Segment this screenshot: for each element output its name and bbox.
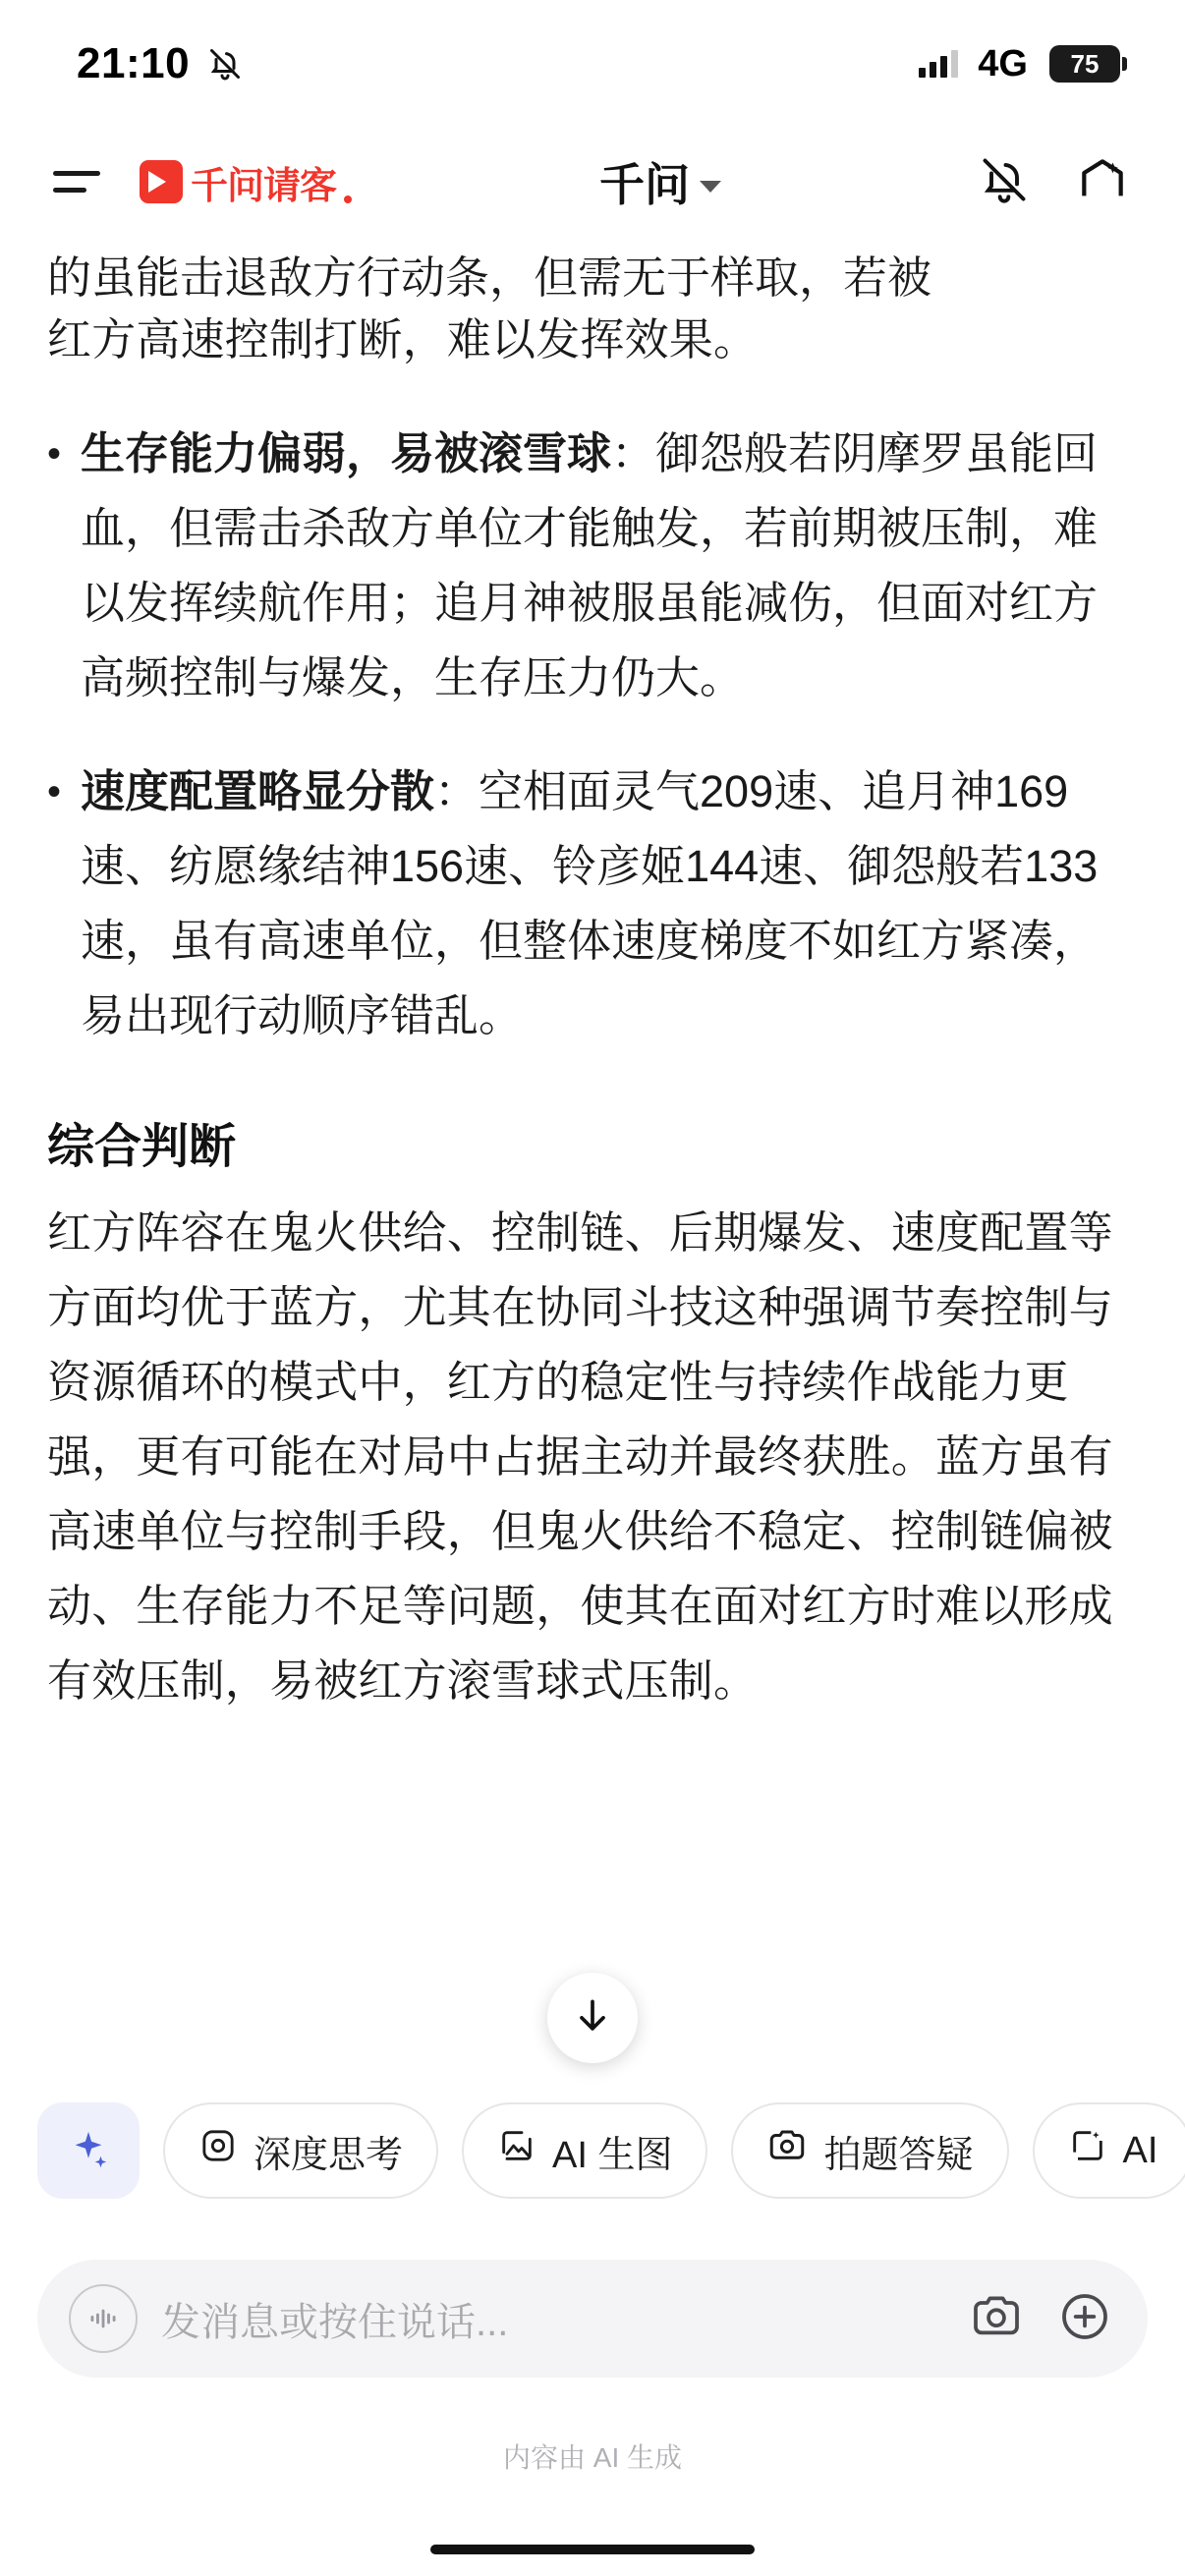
chip-label: AI xyxy=(1122,2129,1158,2171)
list-item xyxy=(47,755,1138,1053)
brand-label: 千问请客 xyxy=(191,165,337,207)
ai-sparkle-icon[interactable] xyxy=(1075,152,1130,212)
notification-off-icon[interactable] xyxy=(979,154,1030,210)
list-item-title: 生存能力偏弱，易被滚雪球 xyxy=(81,428,612,478)
chip-ai-doc[interactable] xyxy=(1033,2102,1185,2199)
list-item-body xyxy=(81,417,1138,715)
chip-label: AI 生图 xyxy=(552,2134,673,2176)
signal-bars-icon xyxy=(919,50,958,78)
ai-disclaimer: 内容由 AI 生成 xyxy=(502,2442,682,2473)
brand-dot-icon xyxy=(344,196,352,203)
brand-mark-icon xyxy=(140,160,183,203)
chip-label: 深度思考 xyxy=(254,2134,404,2176)
paragraph-top: 红方高速控制打断，难以发挥效果。 xyxy=(47,314,759,364)
page-title: 千问 xyxy=(599,159,690,210)
status-time: 21:10 xyxy=(77,39,191,87)
article-content xyxy=(0,242,1185,1718)
chip-label: 拍题答疑 xyxy=(823,2134,974,2176)
list-item-body xyxy=(81,755,1138,1053)
status-bar xyxy=(0,0,1185,128)
plus-icon[interactable] xyxy=(1057,2289,1112,2349)
camera-icon[interactable] xyxy=(969,2289,1024,2349)
quick-action-chips xyxy=(0,2102,1185,2199)
list-item-text: 御怨般若阴摩罗虽能回血，但需击杀敌方单位才能触发，若前期被压制，难以发挥续航作用；追月神被服虽能减伤，但面对红方高频控制与爆发，生存压力仍大。 xyxy=(81,428,1099,702)
list-item-colon: ： xyxy=(611,428,656,478)
clipped-text-line: 的虽能击退敌方行动条，但需无于样取，若被 xyxy=(47,252,932,303)
app-bar xyxy=(0,128,1185,236)
chip-photo-solve[interactable] xyxy=(731,2102,1008,2199)
app-bar-actions xyxy=(979,152,1130,212)
status-bar-left xyxy=(77,39,243,88)
conclusion-paragraph: 红方阵容在鬼火供给、控制链、后期爆发、速度配置等方面均优于蓝方，尤其在协同斗技这种强调节奏控制与资源循环的模式中，红方的稳定性与持续作战能力更强，更有可能在对局中占据主动并最终获胜。蓝方虽有高速单位与控制手段，但鬼火供给不稳定、控制链偏被动、生存能力不足等问题，使其在面对红方时难以形成有效压制，易被红方滚雪球式压制。 xyxy=(47,1207,1113,1706)
scroll-to-bottom-button[interactable] xyxy=(547,1973,638,2063)
deep-think-icon xyxy=(198,2126,238,2175)
input-actions xyxy=(969,2289,1112,2349)
voice-wave-icon[interactable] xyxy=(69,2284,138,2353)
chevron-down-icon[interactable] xyxy=(700,181,721,193)
sparkle-icon[interactable] xyxy=(37,2102,140,2199)
list-item-title: 速度配置略显分散 xyxy=(81,766,435,816)
arrow-down-icon xyxy=(571,1994,614,2043)
camera-solve-icon xyxy=(766,2125,808,2176)
list-item-colon: ： xyxy=(434,766,480,816)
chip-deep-think[interactable] xyxy=(163,2102,438,2199)
status-bar-right xyxy=(919,43,1120,85)
bell-muted-icon xyxy=(207,45,243,83)
message-input-bar[interactable] xyxy=(37,2260,1148,2378)
image-gen-icon xyxy=(497,2126,536,2175)
search-input[interactable]: 发消息或按住说话... xyxy=(161,2300,509,2344)
list-item xyxy=(47,417,1138,715)
bullet-dot-icon: • xyxy=(47,770,62,813)
section-heading: 综合判断 xyxy=(47,1121,237,1173)
hamburger-menu-icon[interactable] xyxy=(49,160,104,203)
battery-indicator: 75 xyxy=(1049,45,1120,83)
app-title-group[interactable] xyxy=(364,149,957,214)
ai-doc-icon xyxy=(1068,2126,1107,2175)
bullet-dot-icon: • xyxy=(47,432,62,476)
list-item-text: 空相面灵气209速、追月神169速、纺愿缘结神156速、铃彦姬144速、御怨般若133速，虽有高速单位，但整体速度梯度不如红方紧凑，易出现行动顺序错乱。 xyxy=(81,766,1099,1040)
home-indicator[interactable] xyxy=(430,2545,755,2554)
chip-ai-image[interactable] xyxy=(462,2102,707,2199)
brand-logo[interactable] xyxy=(140,155,352,209)
network-label: 4G xyxy=(978,42,1028,84)
